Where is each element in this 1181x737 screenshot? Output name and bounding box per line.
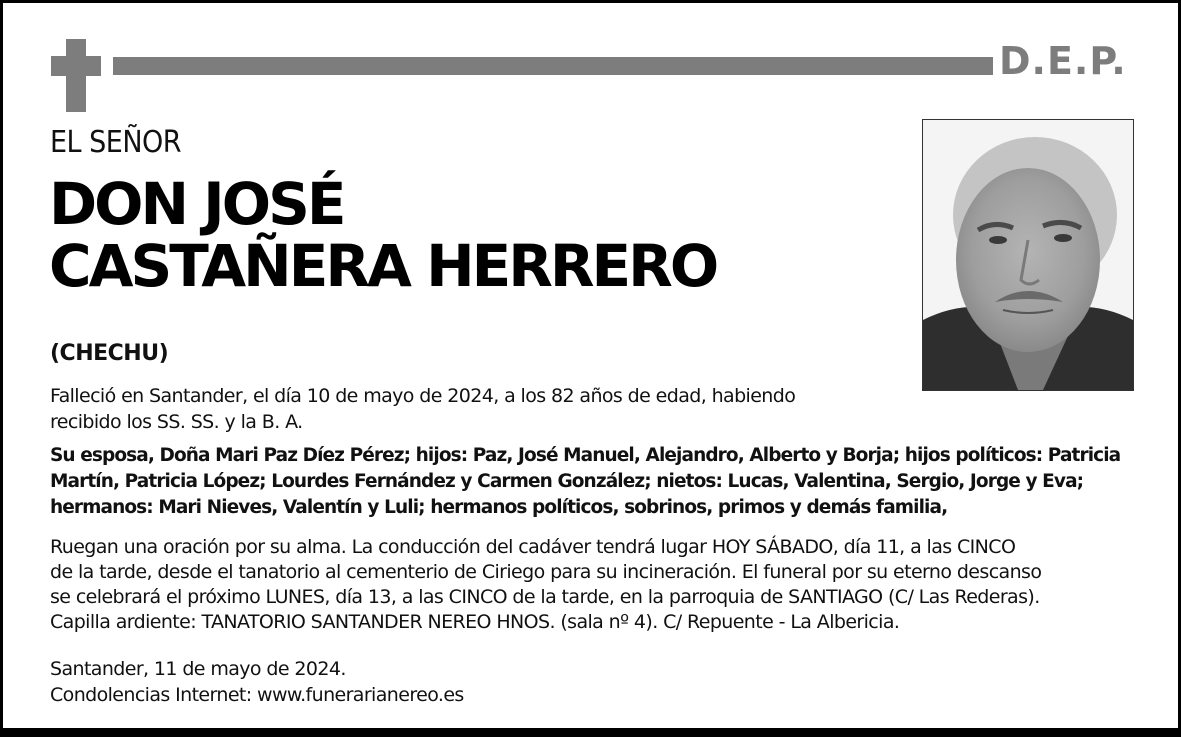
condolences-link[interactable]: Condolencias Internet: www.funerarianereo.es (50, 684, 464, 706)
family-line: Martín, Patricia López; Lourdes Fernández y Carmen González; nietos: Lucas, Valentina, Sergio, Jorge y Eva; (50, 471, 1084, 492)
name-line-1: DON JOSÉ (49, 170, 344, 238)
funeral-arrangements (50, 535, 1041, 635)
pre-title: EL SEÑOR (50, 125, 182, 160)
arrangements-line: Ruegan una oración por su alma. La conducción del cadáver tendrá lugar HOY SÁBADO, día 11, a las CINCO (50, 536, 1016, 558)
arrangements-line: Capilla ardiente: TANATORIO SANTANDER NEREO HNOS. (sala nº 4). C/ Repuente - La Albericia. (50, 611, 900, 633)
family-line: Su esposa, Doña Mari Paz Díez Pérez; hijos: Paz, José Manuel, Alejandro, Alberto y Borja; hijos políticos: Patricia (50, 445, 1121, 466)
name-line-2: CASTAÑERA HERRERO (49, 232, 717, 300)
family-line: hermanos: Mari Nieves, Valentín y Luli; hermanos políticos, sobrinos, primos y demás familia, (50, 497, 948, 518)
portrait-image (923, 120, 1133, 390)
arrangements-line: de la tarde, desde el tanatorio al cementerio de Ciriego para su incineración. El funeral por su eterno descanso (50, 561, 1042, 583)
header-rule (113, 57, 993, 75)
portrait-photo (922, 119, 1134, 391)
family-list (50, 443, 1120, 521)
arrangements-line: se celebrará el próximo LUNES, día 13, a las CINCO de la tarde, en la parroquia de SANTIAGO (C/ Las Rederas). (50, 586, 1040, 608)
dep-label: D.E.P. (999, 39, 1127, 83)
closing (50, 656, 464, 708)
cross-icon-bar (51, 56, 101, 76)
death-notice-line: Falleció en Santander, el día 10 de mayo de 2024, a los 82 años de edad, habiendo (50, 385, 796, 407)
death-notice-line: recibido los SS. SS. y la B. A. (50, 411, 303, 433)
nickname: (CHECHU) (50, 341, 169, 366)
death-notice (50, 383, 795, 435)
deceased-name (49, 170, 717, 300)
closing-place-date: Santander, 11 de mayo de 2024. (50, 658, 346, 680)
